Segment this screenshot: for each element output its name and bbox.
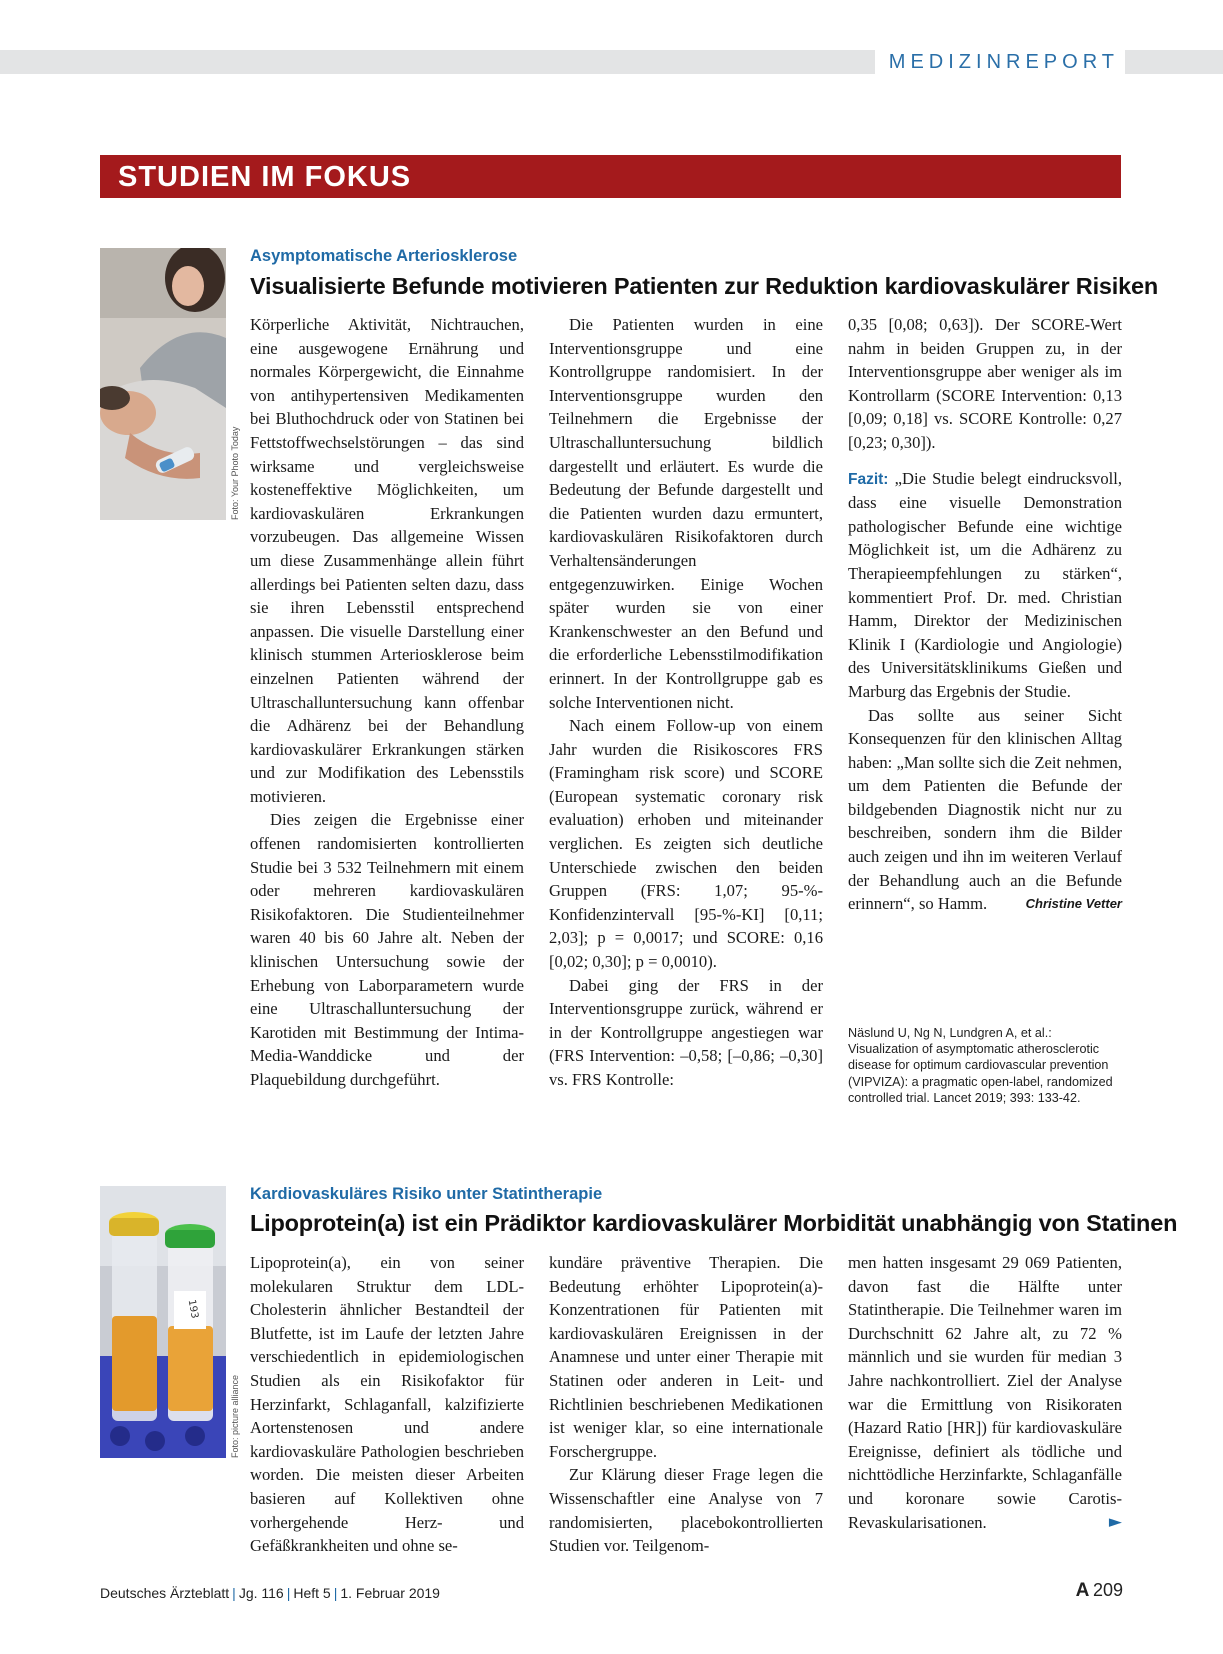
author-byline: Christine Vetter: [1025, 896, 1122, 912]
article-kicker: Asymptomatische Arteriosklerose: [250, 247, 518, 265]
journal-volume: Jg. 116: [238, 1585, 284, 1601]
page-number: [1076, 1580, 1123, 1602]
section-label: MEDIZINREPORT: [875, 50, 1125, 75]
page-footer: [100, 1585, 440, 1601]
article-column: [848, 313, 1122, 916]
article-headline: Lipoprotein(a) ist ein Prädiktor kardiovaskulärer Morbidität unabhängig von Statinen: [250, 1210, 1178, 1236]
footer-separator: |: [333, 1585, 338, 1601]
feature-banner: [100, 155, 1121, 198]
blood-sample-photo: [100, 1186, 226, 1458]
body-paragraph: Dies zeigen die Ergebnisse einer offenen randomisierten kontrollierten Studie bei 3 532 Teilnehmern mit einem oder mehreren kardiovaskulären Risikofaktoren. Die Studienteilnehmer waren 40 bis 60 Jahre alt. Neben der klinischen Untersuchung sowie der Erhebung von Laborparametern wurde eine Ultraschalluntersuchung der Karotiden mit Bestimmung der Intima-Media-Wanddicke und der Plaquebildung durchgeführt.: [250, 810, 524, 1089]
body-paragraph: Dabei ging der FRS in der Interventionsgruppe zurück, während er in der Kontrollgruppe angestiegen war (FRS Intervention: –0,58; [–0,86; –0,30] vs. FRS Kontrolle:: [549, 975, 823, 1089]
article-column: [250, 313, 524, 1092]
footer-separator: |: [286, 1585, 291, 1601]
journal-name: Deutsches Ärzteblatt: [100, 1585, 230, 1601]
footer-separator: |: [232, 1585, 236, 1601]
issue-date: 1. Februar 2019: [340, 1585, 440, 1601]
article-headline: Visualisierte Befunde motivieren Patienten zur Reduktion kardiovaskulärer Risiken: [250, 273, 1158, 299]
body-paragraph: 0,35 [0,08; 0,63]). Der SCORE-Wert nahm in beiden Gruppen zu, in der Interventionsgruppe aber weniger als im Kontrollarm (SCORE Intervention: 0,13 [0,09; 0,18] vs. SCORE Kontrolle: 0,27 [0,23; 0,30]).: [848, 315, 1122, 452]
article-column: [250, 1251, 524, 1558]
ultrasound-photo: [100, 248, 226, 520]
article-column: [848, 1251, 1122, 1534]
closing-text: men hatten insgesamt 29 069 Patienten, davon fast die Hälfte unter Statintherapie. Die Teilnehmer waren im Durchschnitt 62 Jahre alt, zu 72 % männlich und sie wurden für median 3 Jahre nachkontrolliert. Ziel der Analyse war die Ermittlung von Risikoraten (Hazard Ratio [HR]) für kardiovaskuläre Ereignisse, definiert als tödliche und nichttödliche Herzinfarkte, Schlaganfälle und koronare sowie Carotis-Revaskularisationen.: [848, 1253, 1122, 1532]
body-paragraph: Lipoprotein(a), ein von seiner molekularen Struktur dem LDL-Cholesterin ähnlicher Bestandteil der Blutfette, ist im Laufe der letzten Jahre verschiedentlich in epidemiologischen Studien als ein Risikofaktor für Herzinfarkt, Schlaganfall, kalzifizierte Aortenstenosen und andere kardiovaskuläre Pathologien beschrieben worden. Die meisten dieser Arbeiten basieren auf Kollektiven ohne vorhergehende Herz- und Gefäßkrankheiten und ohne se-: [250, 1253, 524, 1556]
fazit-text: „Die Studie belegt eindrucksvoll, dass eine visuelle Demonstration pathologischer Befunde eine wichtige Möglichkeit ist, um die Adhärenz zu Therapieempfehlungen zu stärken“, kommentiert Prof. Dr. med. Christian Hamm, Direktor der Medizinischen Klinik I (Kardiologie und Angiologie) des Universitätsklinikums Gießen und Marburg das Ergebnis der Studie.: [848, 468, 1122, 701]
article-column: [549, 313, 823, 1092]
continue-arrow-icon: ►: [1108, 1511, 1122, 1532]
body-paragraph: Zur Klärung dieser Frage legen die Wissenschaftler eine Analyse von 7 randomisierten, placebokontrollierten Studien vor. Teilgenom-: [549, 1465, 823, 1556]
body-paragraph: [848, 1251, 1122, 1534]
banner-title: STUDIEN IM FOKUS: [118, 161, 412, 193]
body-paragraph: Nach einem Follow-up von einem Jahr wurden die Risikoscores FRS (Framingham risk score) und SCORE (European systematic coronary risk evaluation) erhoben und miteinander verglichen. Es zeigten sich deutliche Unterschiede zwischen den beiden Gruppen (FRS: 1,07; 95-%-Konfidenzintervall [95-%-KI] [0,11; 2,03]; p = 0,0017; und SCORE: 0,16 [0,02; 0,30]; p = 0,0010).: [549, 716, 823, 972]
literature-reference: Näslund U, Ng N, Lundgren A, et al.: Visualization of asymptomatic atherosclerotic disease for optimum cardiovascular prevention (VIPVIZA): a pragmatic open-label, randomized controlled trial. Lancet 2019; 393: 133-42.: [848, 1026, 1113, 1105]
page-number-value: 209: [1092, 1580, 1123, 1600]
body-paragraph: [848, 704, 1122, 916]
article-column: [549, 1251, 823, 1558]
body-paragraph: kundäre präventive Therapien. Die Bedeutung erhöhter Lipoprotein(a)-Konzentrationen für Patienten mit kardiovaskulären Ereignissen in der Anamnese und unter einer Therapie mit Statinen oder anderen in Leit- und Richtlinien beschriebenen Medikationen ist weniger klar, so eine internationale Forschergruppe.: [549, 1253, 823, 1461]
page-prefix: A: [1075, 1580, 1090, 1601]
article-kicker: Kardiovaskuläres Risiko unter Statintherapie: [250, 1185, 603, 1203]
journal-issue: Heft 5: [293, 1585, 331, 1601]
fazit-label: Fazit:: [848, 470, 889, 488]
closing-text: Das sollte aus seiner Sicht Konsequenzen für den klinischen Alltag haben: „Man sollte sich die Zeit nehmen, um dem Patienten die Befunde der bildgebenden Diagnostik nicht nur zu beschreiben, sondern ihm die Bilder auch zeigen und ihn im weiteren Verlauf der Behandlung auch an die Befunde erinnern“, so Hamm.: [848, 705, 1122, 914]
fazit-paragraph: [848, 467, 1122, 704]
body-paragraph: Körperliche Aktivität, Nichtrauchen, eine ausgewogene Ernährung und normales Körpergewicht, die Einnahme von antihypertensiven Medikamenten bei Bluthochdruck oder von Statinen bei Fettstoffwechselstörungen – das sind wirksame und vergleichsweise kosteneffektive Möglichkeiten, um kardiovaskulären Erkrankungen vorzubeugen. Das allgemeine Wissen um diese Zusammenhänge allein führt allerdings bei Patienten selten dazu, dass sie ihren Lebensstil entsprechend anpassen. Die visuelle Darstellung einer klinisch stummen Arteriosklerose beim einzelnen Patienten während der Ultraschalluntersuchung kann offenbar die Adhärenz bei der Behandlung kardiovaskulärer Erkrankungen stärken und zur Modifikation des Lebensstils motivieren.: [250, 315, 524, 806]
section-header-bar: [0, 50, 1223, 74]
body-paragraph: Die Patienten wurden in eine Interventionsgruppe und eine Kontrollgruppe randomisiert. In der Interventionsgruppe wurden den Teilnehmern die Ergebnisse der Ultraschalluntersuchung bildlich dargestellt und erläutert. Es wurde die Bedeutung der Befunde dargestellt und die Patienten wurden dazu ermuntert, kardiovaskulären Risikofaktoren durch Verhaltensänderungen entgegenzuwirken. Einige Wochen später wurden sie von einer Krankenschwester an den Befund und die erforderliche Lebensstilmodifikation erinnert. In der Kontrollgruppe gab es solche Interventionen nicht.: [549, 315, 823, 712]
photo-credit: Foto: picture alliance: [230, 1374, 240, 1458]
svg-text:193: 193: [185, 1298, 200, 1320]
photo-credit: Foto: Your Photo Today: [230, 426, 240, 520]
